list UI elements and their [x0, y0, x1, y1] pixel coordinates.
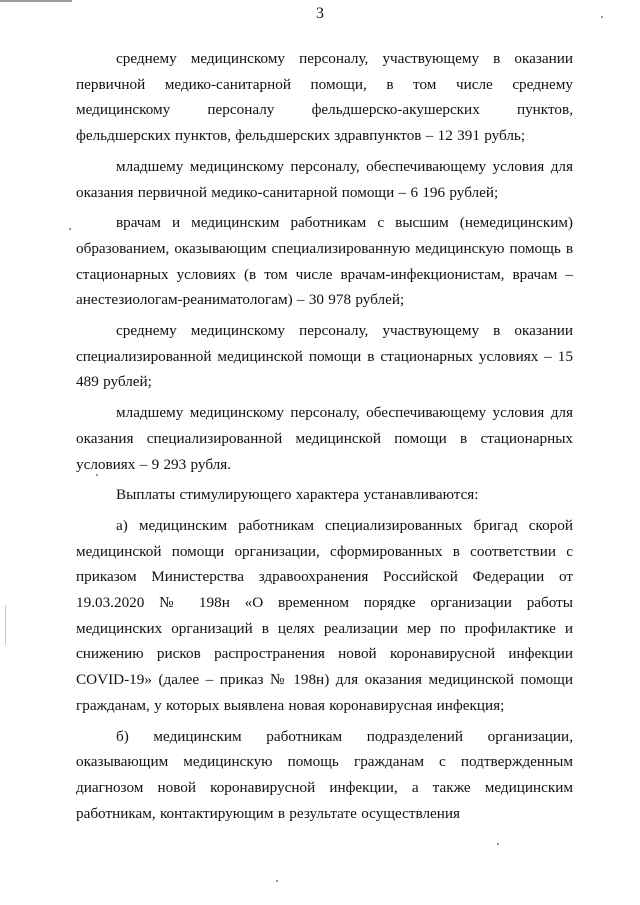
- scan-speck: [497, 843, 499, 845]
- scan-speck: [276, 880, 278, 882]
- paragraph-junior-staff-primary-care: младшему медицинскому персоналу, обеспечивающему условия для оказания первичной медико-санитарной помощи – 6 196 рублей;: [76, 157, 573, 201]
- scan-edge-mark-left: [5, 605, 6, 645]
- paragraph-item-a: а) медицинским работникам специализированных бригад скорой медицинской помощи организации, сформированных в соответствии с приказом Министерства здравоохранения Российской Федерации от 19.03.2020 № 198н «О временном порядке организации работы медицинских организаций в целях реализации мер по профилактике и снижению рисков распространения новой коронавирусной инфекции COVID-19» (далее – приказ № 198н) для оказания медицинской помощи гражданам, у которых выявлена новая коронавирусная инфекция;: [76, 516, 573, 714]
- paragraph-doctors-specialized-care: врачам и медицинским работникам с высшим (немедицинским) образованием, оказывающим специализированную медицинскую помощь в стационарных условиях (в том числе врачам-инфекционистам, врачам – анестезиологам-реаниматологам) – 30 978 рублей;: [76, 214, 573, 309]
- paragraph-incentive-payments-intro: Выплаты стимулирующего характера устанавливаются:: [116, 486, 479, 504]
- paragraph-junior-staff-specialized-care: младшему медицинскому персоналу, обеспечивающему условия для оказания специализированной медицинской помощи в стационарных условиях – 9 293 рубля.: [76, 404, 573, 473]
- paragraph-nurses-primary-care: среднему медицинскому персоналу, участвующему в оказании первичной медико-санитарной помощи, в том числе среднему медицинскому персоналу фельдшерско-акушерских пунктов, фельдшерских пунктов, фельдшерских здравпунктов – 12 391 рубль;: [76, 50, 573, 145]
- paragraph-nurses-specialized-care: среднему медицинскому персоналу, участвующему в оказании специализированной медицинской помощи в стационарных условиях – 15 489 рублей;: [76, 322, 573, 391]
- document-body: [76, 46, 573, 826]
- scan-edge-mark-top: [0, 0, 72, 2]
- scan-speck: [69, 228, 71, 230]
- paragraph-item-b: б) медицинским работникам подразделений организации, оказывающим медицинскую помощь гражданам с подтвержденным диагнозом новой коронавирусной инфекции, а также медицинским работникам, контактирующим в результате осуществления: [76, 727, 573, 822]
- page-number: 3: [316, 5, 324, 22]
